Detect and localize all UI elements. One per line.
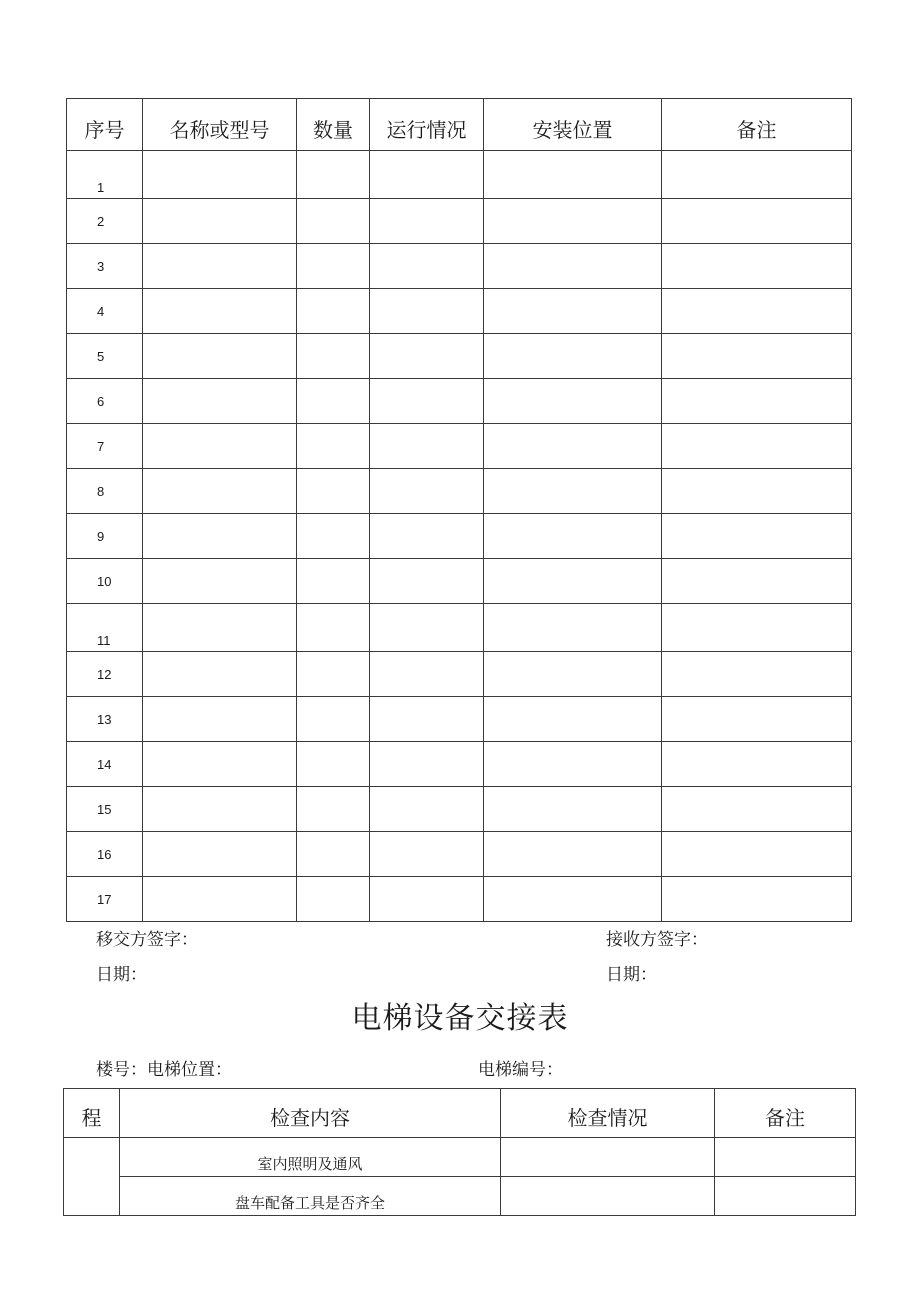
remarks-cell[interactable] [662,604,852,652]
name-model-cell[interactable] [143,334,297,379]
header-remarks: 备注 [662,99,852,151]
name-model-cell[interactable] [143,151,297,199]
operating-status-cell[interactable] [370,787,484,832]
quantity-cell[interactable] [297,514,370,559]
install-location-cell[interactable] [484,742,662,787]
operating-status-cell[interactable] [370,469,484,514]
receive-date-label: 日期： [606,965,657,985]
header-remarks: 备注 [715,1089,856,1138]
install-location-cell[interactable] [484,514,662,559]
row-serial-number: 11 [67,604,143,652]
remarks-cell[interactable] [662,652,852,697]
header-inspection-content: 检查内容 [120,1089,501,1138]
quantity-cell[interactable] [297,787,370,832]
quantity-cell[interactable] [297,289,370,334]
operating-status-cell[interactable] [370,697,484,742]
equipment-row [67,334,852,379]
row-serial-number: 13 [67,697,143,742]
name-model-cell[interactable] [143,514,297,559]
header-procedure: 程 [64,1089,120,1138]
equipment-row [67,877,852,922]
equipment-row [67,379,852,424]
equipment-row [67,514,852,559]
equipment-row [67,199,852,244]
remarks-cell[interactable] [662,379,852,424]
row-serial-number: 7 [67,424,143,469]
remarks-cell[interactable] [662,697,852,742]
equipment-row [67,832,852,877]
install-location-cell[interactable] [484,244,662,289]
quantity-cell[interactable] [297,697,370,742]
operating-status-cell[interactable] [370,559,484,604]
name-model-cell[interactable] [143,424,297,469]
row-serial-number: 9 [67,514,143,559]
name-model-cell[interactable] [143,742,297,787]
equipment-row [67,697,852,742]
operating-status-cell[interactable] [370,742,484,787]
inspection-item: 盘车配备工具是否齐全 [120,1177,501,1216]
document-title: 电梯设备交接表 [351,1001,569,1036]
install-location-cell[interactable] [484,469,662,514]
equipment-table-header [67,99,852,151]
row-serial-number: 3 [67,244,143,289]
operating-status-cell[interactable] [370,832,484,877]
inspection-status-cell[interactable] [501,1177,715,1216]
inspection-row [64,1138,856,1177]
row-serial-number: 16 [67,832,143,877]
inspection-table [63,1088,856,1216]
quantity-cell[interactable] [297,151,370,199]
remarks-cell[interactable] [662,877,852,922]
inspection-item: 室内照明及通风 [120,1138,501,1177]
remarks-cell[interactable] [662,199,852,244]
quantity-cell[interactable] [297,244,370,289]
install-location-cell[interactable] [484,379,662,424]
name-model-cell[interactable] [143,559,297,604]
remarks-cell[interactable] [662,559,852,604]
name-model-cell[interactable] [143,379,297,424]
row-serial-number: 10 [67,559,143,604]
operating-status-cell[interactable] [370,877,484,922]
quantity-cell[interactable] [297,379,370,424]
quantity-cell[interactable] [297,604,370,652]
equipment-row [67,469,852,514]
quantity-cell[interactable] [297,334,370,379]
quantity-cell[interactable] [297,877,370,922]
quantity-cell[interactable] [297,652,370,697]
quantity-cell[interactable] [297,559,370,604]
inspection-remarks-cell[interactable] [715,1138,856,1177]
remarks-cell[interactable] [662,787,852,832]
quantity-cell[interactable] [297,742,370,787]
header-quantity: 数量 [297,99,370,151]
receiving-party-signature-label: 接收方签字： [606,930,708,950]
remarks-cell[interactable] [662,289,852,334]
row-serial-number: 12 [67,652,143,697]
elevator-number-label: 电梯编号： [478,1060,563,1080]
install-location-cell[interactable] [484,424,662,469]
operating-status-cell[interactable] [370,514,484,559]
equipment-row [67,289,852,334]
remarks-cell[interactable] [662,334,852,379]
name-model-cell[interactable] [143,469,297,514]
remarks-cell[interactable] [662,514,852,559]
name-model-cell[interactable] [143,697,297,742]
operating-status-cell[interactable] [370,424,484,469]
row-serial-number: 14 [67,742,143,787]
inspection-row [64,1177,856,1216]
transfer-date-label: 日期： [96,965,147,985]
equipment-row [67,652,852,697]
header-name-model: 名称或型号 [143,99,297,151]
operating-status-cell[interactable] [370,199,484,244]
install-location-cell[interactable] [484,289,662,334]
header-serial-number: 序号 [67,99,143,151]
install-location-cell[interactable] [484,697,662,742]
operating-status-cell[interactable] [370,379,484,424]
install-location-cell[interactable] [484,787,662,832]
quantity-cell[interactable] [297,832,370,877]
remarks-cell[interactable] [662,742,852,787]
equipment-row [67,742,852,787]
equipment-row [67,424,852,469]
install-location-cell[interactable] [484,652,662,697]
install-location-cell[interactable] [484,832,662,877]
header-install-location: 安装位置 [484,99,662,151]
remarks-cell[interactable] [662,832,852,877]
name-model-cell[interactable] [143,244,297,289]
name-model-cell[interactable] [143,604,297,652]
equipment-table [66,98,852,922]
operating-status-cell[interactable] [370,334,484,379]
equipment-row [67,151,852,199]
row-serial-number: 15 [67,787,143,832]
inspection-status-cell[interactable] [501,1138,715,1177]
operating-status-cell[interactable] [370,151,484,199]
name-model-cell[interactable] [143,787,297,832]
quantity-cell[interactable] [297,424,370,469]
transfer-party-signature-label: 移交方签字： [96,930,198,950]
install-location-cell[interactable] [484,877,662,922]
operating-status-cell[interactable] [370,244,484,289]
inspection-table-header [64,1089,856,1138]
install-location-cell[interactable] [484,199,662,244]
equipment-row [67,787,852,832]
remarks-cell[interactable] [662,469,852,514]
operating-status-cell[interactable] [370,289,484,334]
header-operating-status: 运行情况 [370,99,484,151]
header-inspection-status: 检查情况 [501,1089,715,1138]
install-location-cell[interactable] [484,334,662,379]
operating-status-cell[interactable] [370,604,484,652]
name-model-cell[interactable] [143,289,297,334]
row-serial-number: 6 [67,379,143,424]
row-serial-number: 17 [67,877,143,922]
name-model-cell[interactable] [143,199,297,244]
row-serial-number: 1 [67,151,143,199]
name-model-cell[interactable] [143,877,297,922]
install-location-cell[interactable] [484,604,662,652]
equipment-row [67,604,852,652]
remarks-cell[interactable] [662,244,852,289]
inspection-remarks-cell[interactable] [715,1177,856,1216]
row-serial-number: 4 [67,289,143,334]
name-model-cell[interactable] [143,652,297,697]
operating-status-cell[interactable] [370,652,484,697]
procedure-cell [64,1138,120,1216]
remarks-cell[interactable] [662,151,852,199]
remarks-cell[interactable] [662,424,852,469]
quantity-cell[interactable] [297,199,370,244]
install-location-cell[interactable] [484,151,662,199]
quantity-cell[interactable] [297,469,370,514]
install-location-cell[interactable] [484,559,662,604]
equipment-row [67,559,852,604]
name-model-cell[interactable] [143,832,297,877]
row-serial-number: 8 [67,469,143,514]
building-elevator-location-label: 楼号：电梯位置： [96,1060,232,1080]
row-serial-number: 2 [67,199,143,244]
equipment-row [67,244,852,289]
row-serial-number: 5 [67,334,143,379]
